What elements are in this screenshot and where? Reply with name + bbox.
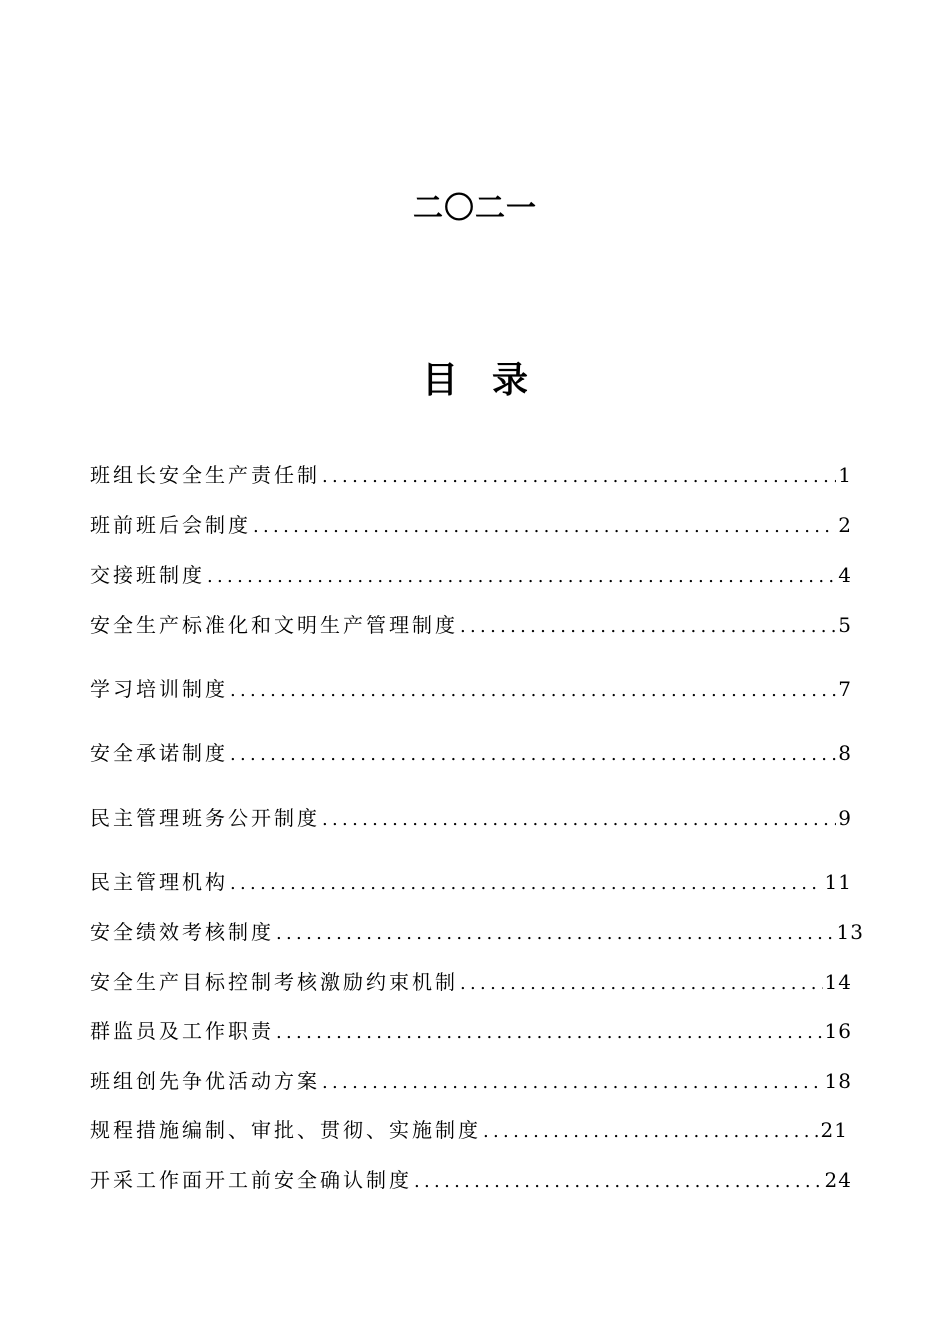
toc-entry[interactable] [90,916,864,946]
toc-entry-label: 班组创先争优活动方案 [90,1069,320,1093]
toc-leader-dots [253,516,836,537]
toc-leader-dots [230,744,836,765]
toc-leader-dots [322,466,836,487]
toc-leader-dots [322,809,836,830]
toc-entry-label: 规程措施编制、审批、贯彻、实施制度 [90,1118,481,1142]
toc-leader-dots [322,1072,823,1093]
toc-entry-label: 安全生产目标控制考核激励约束机制 [90,970,458,994]
toc-leader-dots [276,923,835,944]
toc-entry-label: 班组长安全生产责任制 [90,463,320,487]
toc-entry-label: 班前班后会制度 [90,513,251,537]
toc-entry-label: 学习培训制度 [90,677,228,701]
toc-leader-dots [207,566,836,587]
toc-entry-page: 18 [824,1069,852,1093]
toc-entry-page: 16 [824,1019,852,1043]
toc-entry[interactable] [90,1015,852,1045]
toc-entry-label: 交接班制度 [90,563,205,587]
toc-entry-label: 安全绩效考核制度 [90,920,274,944]
toc-entry-label: 安全生产标准化和文明生产管理制度 [90,613,458,637]
toc-leader-dots [460,973,823,994]
year-heading: 二〇二一 [413,191,537,226]
toc-entry[interactable] [90,737,852,767]
toc-leader-dots [460,616,836,637]
toc-entry-page: 1 [838,463,852,487]
toc-entry-page: 24 [824,1168,852,1192]
toc-entry-label: 民主管理班务公开制度 [90,806,320,830]
toc-entry-page: 5 [838,613,852,637]
toc-entry-page: 14 [824,970,852,994]
toc-entry[interactable] [90,1164,852,1194]
toc-entry-label: 民主管理机构 [90,870,228,894]
toc-entry[interactable] [90,609,852,639]
toc-entry[interactable] [90,459,852,489]
toc-entry[interactable] [90,1114,848,1144]
toc-entry-page: 11 [824,870,852,894]
toc-leader-dots [483,1121,819,1142]
toc-leader-dots [230,873,823,894]
toc-entry-label: 开采工作面开工前安全确认制度 [90,1168,412,1192]
toc-title: 目录 [421,360,562,401]
toc-entry-page: 8 [838,741,852,765]
toc-entry-label: 安全承诺制度 [90,741,228,765]
toc-entry[interactable] [90,559,852,589]
toc-leader-dots [230,680,836,701]
toc-entry[interactable] [90,1065,852,1095]
toc-entry-page: 7 [838,677,852,701]
toc-entry[interactable] [90,509,852,539]
toc-entry-page: 4 [838,563,852,587]
toc-entry[interactable] [90,673,852,703]
toc-entry-page: 13 [836,920,864,944]
toc-entry[interactable] [90,866,852,896]
toc-leader-dots [414,1171,823,1192]
toc-entry-page: 21 [820,1118,848,1142]
toc-entry[interactable] [90,802,852,832]
toc-leader-dots [276,1022,823,1043]
toc-entry-page: 9 [838,806,852,830]
toc-entry[interactable] [90,966,852,996]
toc-entry-label: 群监员及工作职责 [90,1019,274,1043]
toc-entry-page: 2 [838,513,852,537]
